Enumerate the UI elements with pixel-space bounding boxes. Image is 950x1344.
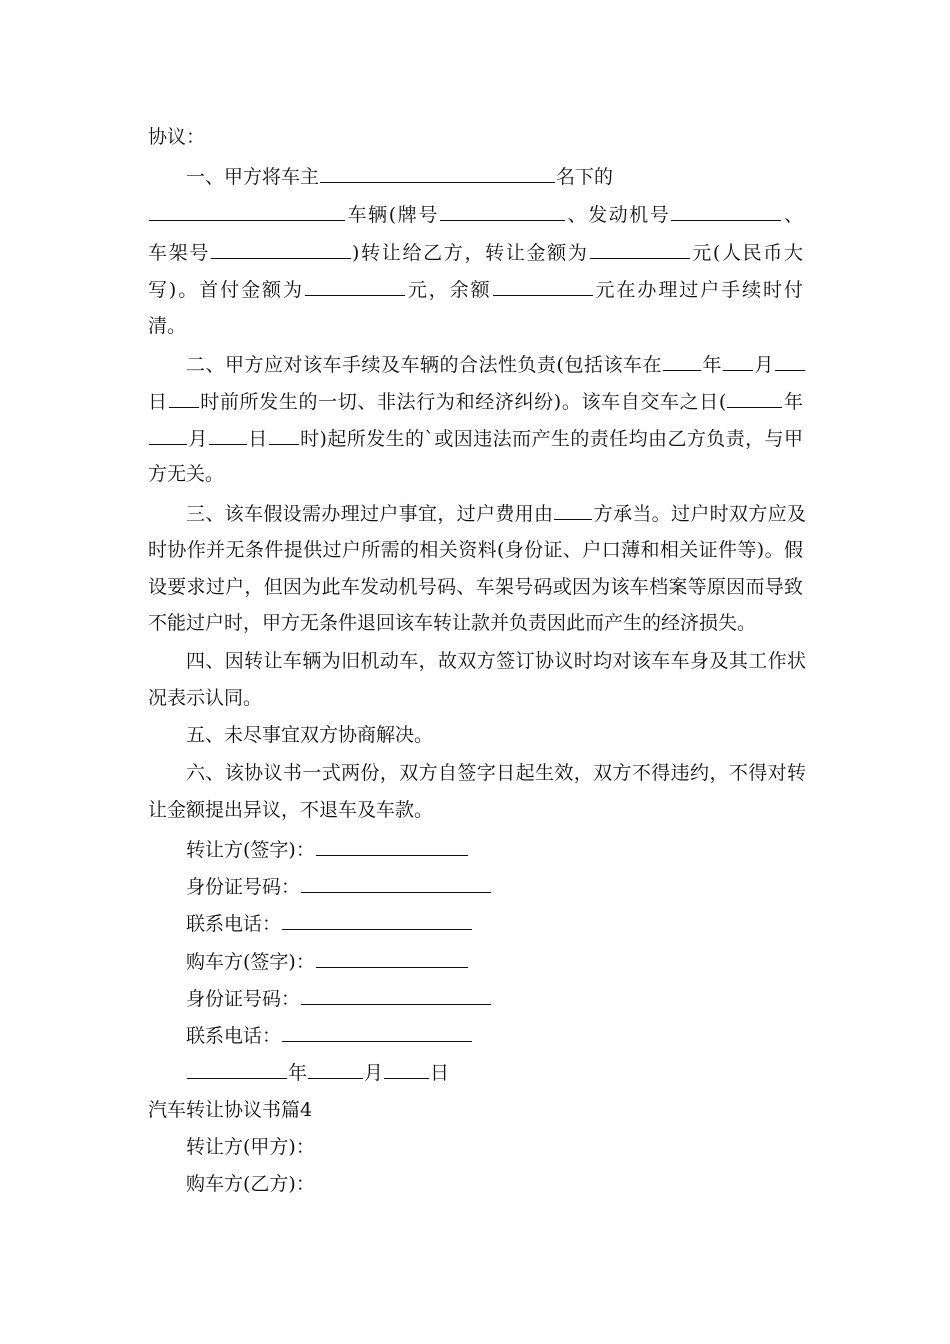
party-b-line [186, 1172, 806, 1196]
clause-1-line-1 [186, 163, 806, 187]
text-fragment: 时前所发生的一切、非法行为和经济纠纷)。该车自交车之日( [199, 391, 727, 413]
buyer-signature-label: 购车方(签字)： [186, 951, 315, 973]
month-label: 月 [364, 1062, 384, 1084]
text-fragment: )转让给乙方，转让金额为 [352, 242, 589, 264]
blank-field [493, 276, 593, 296]
buyer-phone-line [186, 1022, 806, 1046]
seller-signature-field [316, 836, 468, 856]
blank-field [723, 351, 753, 371]
buyer-signature-line [186, 948, 806, 972]
buyer-id-line [186, 985, 806, 1009]
clause-4-line-1 [186, 649, 806, 673]
text-fragment: 一、甲方将车主 [186, 166, 320, 188]
seller-phone-field [282, 910, 472, 930]
year-label: 年 [288, 1062, 308, 1084]
text-fragment: 清。 [148, 315, 187, 337]
blank-field [671, 201, 781, 221]
month-field [308, 1059, 363, 1079]
clause-6-line-1 [186, 761, 806, 785]
blank-field [554, 500, 592, 520]
blank-field [590, 239, 690, 259]
blank-field [320, 163, 555, 183]
blank-field [169, 388, 199, 408]
seller-phone-label: 联系电话： [186, 913, 282, 935]
text-fragment: 四、因转让车辆为旧机动车，故双方签订协议时均对该车车身及其工作状 [186, 650, 806, 672]
text-fragment: 车架号 [148, 242, 211, 264]
seller-id-line [186, 873, 806, 897]
party-a-line [186, 1135, 806, 1159]
text-fragment: 不能过户时，甲方无条件退回该车转让款并负责因此而产生的经济损失。 [148, 612, 757, 634]
text-fragment: 协议： [148, 126, 206, 148]
clause-2-line-2 [148, 388, 803, 412]
blank-field [663, 351, 701, 371]
text-fragment: 方承当。过户时双方应及 [593, 503, 806, 525]
clause-5-line-1 [186, 723, 806, 747]
text-fragment: 日 [148, 391, 168, 413]
clause-3-line-1 [186, 500, 806, 524]
text-fragment: 设要求过户，但因为此车发动机号码、车架号码或因为该车档案等原因而导致 [148, 576, 803, 598]
blank-field [149, 425, 187, 445]
buyer-phone-label: 联系电话： [186, 1025, 282, 1047]
text-fragment: 时协作并无条件提供过户所需的相关资料(身份证、户口薄和相关证件等)。假 [148, 539, 803, 561]
party-b-label: 购车方(乙方)： [186, 1173, 315, 1195]
party-a-label: 转让方(甲方)： [186, 1136, 315, 1158]
text-fragment: 、 [782, 204, 803, 226]
text-fragment: 元在办理过户手续时付 [593, 279, 803, 301]
text-fragment: 、发动机号 [565, 204, 671, 226]
buyer-signature-field [316, 948, 468, 968]
text-fragment: 元(人民币大 [690, 242, 803, 264]
clause-2-line-3 [148, 425, 803, 449]
blank-field [305, 276, 405, 296]
blank-field [149, 201, 345, 221]
blank-field [727, 388, 782, 408]
buyer-phone-field [282, 1022, 472, 1042]
text-fragment: 况表示认同。 [148, 687, 263, 709]
year-field [187, 1059, 287, 1079]
seller-signature-label: 转让方(签字)： [186, 839, 315, 861]
text-fragment: 二、甲方应对该车手续及车辆的合法性负责(包括该车在 [186, 354, 662, 376]
blank-field [211, 239, 351, 259]
text-fragment: 写)。首付金额为 [148, 279, 304, 301]
text-fragment: 日 [247, 428, 268, 450]
clause-1-line-3 [148, 239, 803, 263]
text-fragment: 五、未尽事宜双方协商解决。 [186, 724, 434, 746]
seller-signature-line [186, 836, 806, 860]
clause-4-line-2 [148, 686, 803, 710]
blank-field [269, 425, 299, 445]
clause-3-line-4 [148, 611, 803, 635]
text-fragment: 年 [701, 354, 722, 376]
seller-phone-line [186, 910, 806, 934]
buyer-id-field [301, 985, 491, 1005]
text-fragment: 月 [753, 354, 774, 376]
text-fragment: 名下的 [556, 166, 614, 188]
text-fragment: 年 [783, 391, 803, 413]
seller-id-label: 身份证号码： [186, 876, 301, 898]
text-line [148, 125, 803, 149]
blank-field [209, 425, 247, 445]
text-fragment: 月 [188, 428, 208, 450]
clause-1-line-5 [148, 314, 803, 338]
section-heading-text: 汽车转让协议书篇4 [148, 1099, 313, 1121]
text-fragment: 元，余额 [405, 279, 492, 301]
clause-3-line-3 [148, 575, 803, 599]
date-line [186, 1059, 806, 1083]
text-fragment: 三、该车假设需办理过户事宜，过户费用由 [186, 503, 554, 525]
clause-2-line-4 [148, 462, 803, 486]
text-fragment: 让金额提出异议，不退车及车款。 [148, 799, 434, 821]
blank-field [775, 351, 805, 371]
day-label: 日 [430, 1062, 450, 1084]
section-heading [148, 1098, 803, 1122]
clause-3-line-2 [148, 538, 803, 562]
text-fragment: 六、该协议书一式两份，双方自签字日起生效，双方不得违约，不得对转 [186, 762, 806, 784]
seller-id-field [301, 873, 491, 893]
clause-2-line-1 [186, 351, 806, 375]
text-fragment: 车辆(牌号 [346, 204, 439, 226]
text-fragment: 方无关。 [148, 463, 225, 485]
clause-1-line-4 [148, 276, 803, 300]
day-field [384, 1059, 429, 1079]
blank-field [440, 201, 565, 221]
text-fragment: 时)起所发生的`或因违法而产生的责任均由乙方负责，与甲 [299, 428, 803, 450]
clause-6-line-2 [148, 798, 803, 822]
clause-1-line-2 [148, 201, 803, 225]
buyer-id-label: 身份证号码： [186, 988, 301, 1010]
